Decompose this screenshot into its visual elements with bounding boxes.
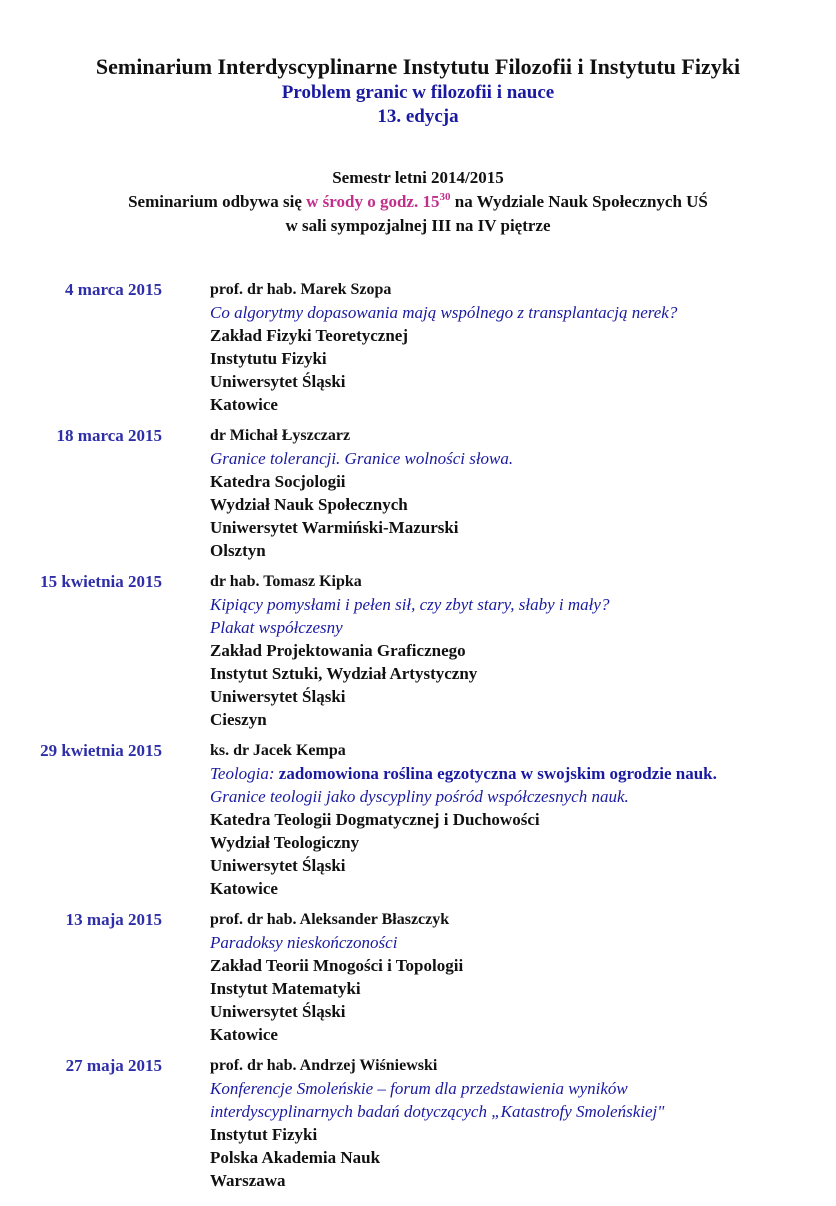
entry-details [210, 908, 836, 1046]
document-header [0, 53, 836, 129]
entry-affiliation: Polska Akademia Nauk [210, 1148, 381, 1167]
entry-affiliation: Zakład Teorii Mnogości i Topologii [210, 956, 464, 975]
entry-affiliation: Instytut Fizyki [210, 1125, 318, 1144]
entry-date: 13 maja 2015 [65, 910, 162, 929]
semester-label: Semestr letni 2014/2015 [332, 168, 504, 187]
entry-affiliation: Uniwersytet Śląski [210, 372, 346, 391]
entry-affiliation: Zakład Fizyki Teoretycznej [210, 326, 409, 345]
entry-affiliation: Uniwersytet Śląski [210, 856, 346, 875]
entry-topic: Granice tolerancji. Granice wolności słowa. [210, 449, 514, 468]
entry-details [210, 278, 836, 416]
entry-date: 15 kwietnia 2015 [40, 572, 162, 591]
schedule-entry [0, 739, 836, 900]
entry-affiliation: Wydział Nauk Społecznych [210, 495, 408, 514]
entry-topic-italic: Teologia: [210, 764, 275, 783]
entry-topic: Plakat współczesny [210, 618, 343, 637]
schedule-time-text: w środy o godz. 15 [306, 192, 440, 211]
entry-affiliation: Instytut Matematyki [210, 979, 361, 998]
room-line: w sali sympozjalnej III na IV piętrze [285, 216, 551, 235]
entry-affiliation: Katedra Socjologii [210, 472, 346, 491]
entry-details [210, 739, 836, 900]
schedule-prefix: Seminarium odbywa się [128, 192, 307, 211]
seminar-title: Seminarium Interdyscyplinarne Instytutu Filozofii i Instytutu Fizyki [95, 54, 741, 79]
seminar-info [0, 166, 836, 238]
entry-affiliation: Cieszyn [210, 710, 267, 729]
lecture-schedule [0, 278, 836, 1200]
entry-date: 18 marca 2015 [56, 426, 162, 445]
entry-affiliation: Katowice [210, 395, 278, 414]
entry-topic-plain: zadomowiona roślina egzotyczna w swojskim ogrodzie nauk. [274, 764, 717, 783]
schedule-line [0, 190, 836, 214]
entry-affiliation: Zakład Projektowania Graficznego [210, 641, 466, 660]
entry-affiliation: Katowice [210, 879, 278, 898]
entry-speaker: dr Michał Łyszczarz [210, 427, 351, 444]
entry-affiliation: Uniwersytet Śląski [210, 687, 346, 706]
entry-speaker: ks. dr Jacek Kempa [210, 742, 346, 759]
entry-affiliation: Instytut Sztuki, Wydział Artystyczny [210, 664, 478, 683]
entry-topic: Kipiący pomysłami i pełen sił, czy zbyt stary, słaby i mały? [210, 595, 610, 614]
entry-speaker: prof. dr hab. Aleksander Błaszczyk [210, 911, 450, 928]
schedule-entry [0, 570, 836, 731]
entry-affiliation: Katowice [210, 1025, 278, 1044]
schedule-time-highlight [306, 192, 450, 211]
entry-topic: Co algorytmy dopasowania mają wspólnego z transplantacją nerek? [210, 303, 678, 322]
entry-date: 4 marca 2015 [65, 280, 162, 299]
schedule-suffix: na Wydziale Nauk Społecznych UŚ [450, 192, 708, 211]
entry-details [210, 424, 836, 562]
entry-affiliation: Instytutu Fizyki [210, 349, 327, 368]
entry-affiliation: Warszawa [210, 1171, 286, 1190]
entry-details [210, 1054, 836, 1192]
seminar-edition: 13. edycja [377, 106, 459, 127]
schedule-entry [0, 278, 836, 416]
seminar-subtitle: Problem granic w filozofii i nauce [281, 82, 555, 103]
schedule-entry [0, 424, 836, 562]
entry-affiliation: Uniwersytet Śląski [210, 1002, 346, 1021]
entry-affiliation: Olsztyn [210, 541, 266, 560]
entry-date: 27 maja 2015 [65, 1056, 162, 1075]
entry-affiliation: Wydział Teologiczny [210, 833, 360, 852]
entry-topic [210, 762, 836, 785]
entry-topic: Granice teologii jako dyscypliny pośród współczesnych nauk. [210, 787, 629, 806]
entry-topic: Paradoksy nieskończoności [210, 933, 398, 952]
entry-speaker: dr hab. Tomasz Kipka [210, 573, 362, 590]
entry-speaker: prof. dr hab. Marek Szopa [210, 281, 392, 298]
schedule-time-minutes: 30 [439, 191, 451, 203]
schedule-entry [0, 1054, 836, 1192]
schedule-entry [0, 908, 836, 1046]
entry-affiliation: Katedra Teologii Dogmatycznej i Duchowości [210, 810, 540, 829]
entry-details [210, 570, 836, 731]
entry-speaker: prof. dr hab. Andrzej Wiśniewski [210, 1057, 438, 1074]
entry-topic: interdyscyplinarnych badań dotyczących „Katastrofy Smoleńskiej" [210, 1102, 665, 1121]
entry-affiliation: Uniwersytet Warmiński-Mazurski [210, 518, 459, 537]
entry-date: 29 kwietnia 2015 [40, 741, 162, 760]
entry-topic: Konferencje Smoleńskie – forum dla przedstawienia wyników [210, 1079, 628, 1098]
